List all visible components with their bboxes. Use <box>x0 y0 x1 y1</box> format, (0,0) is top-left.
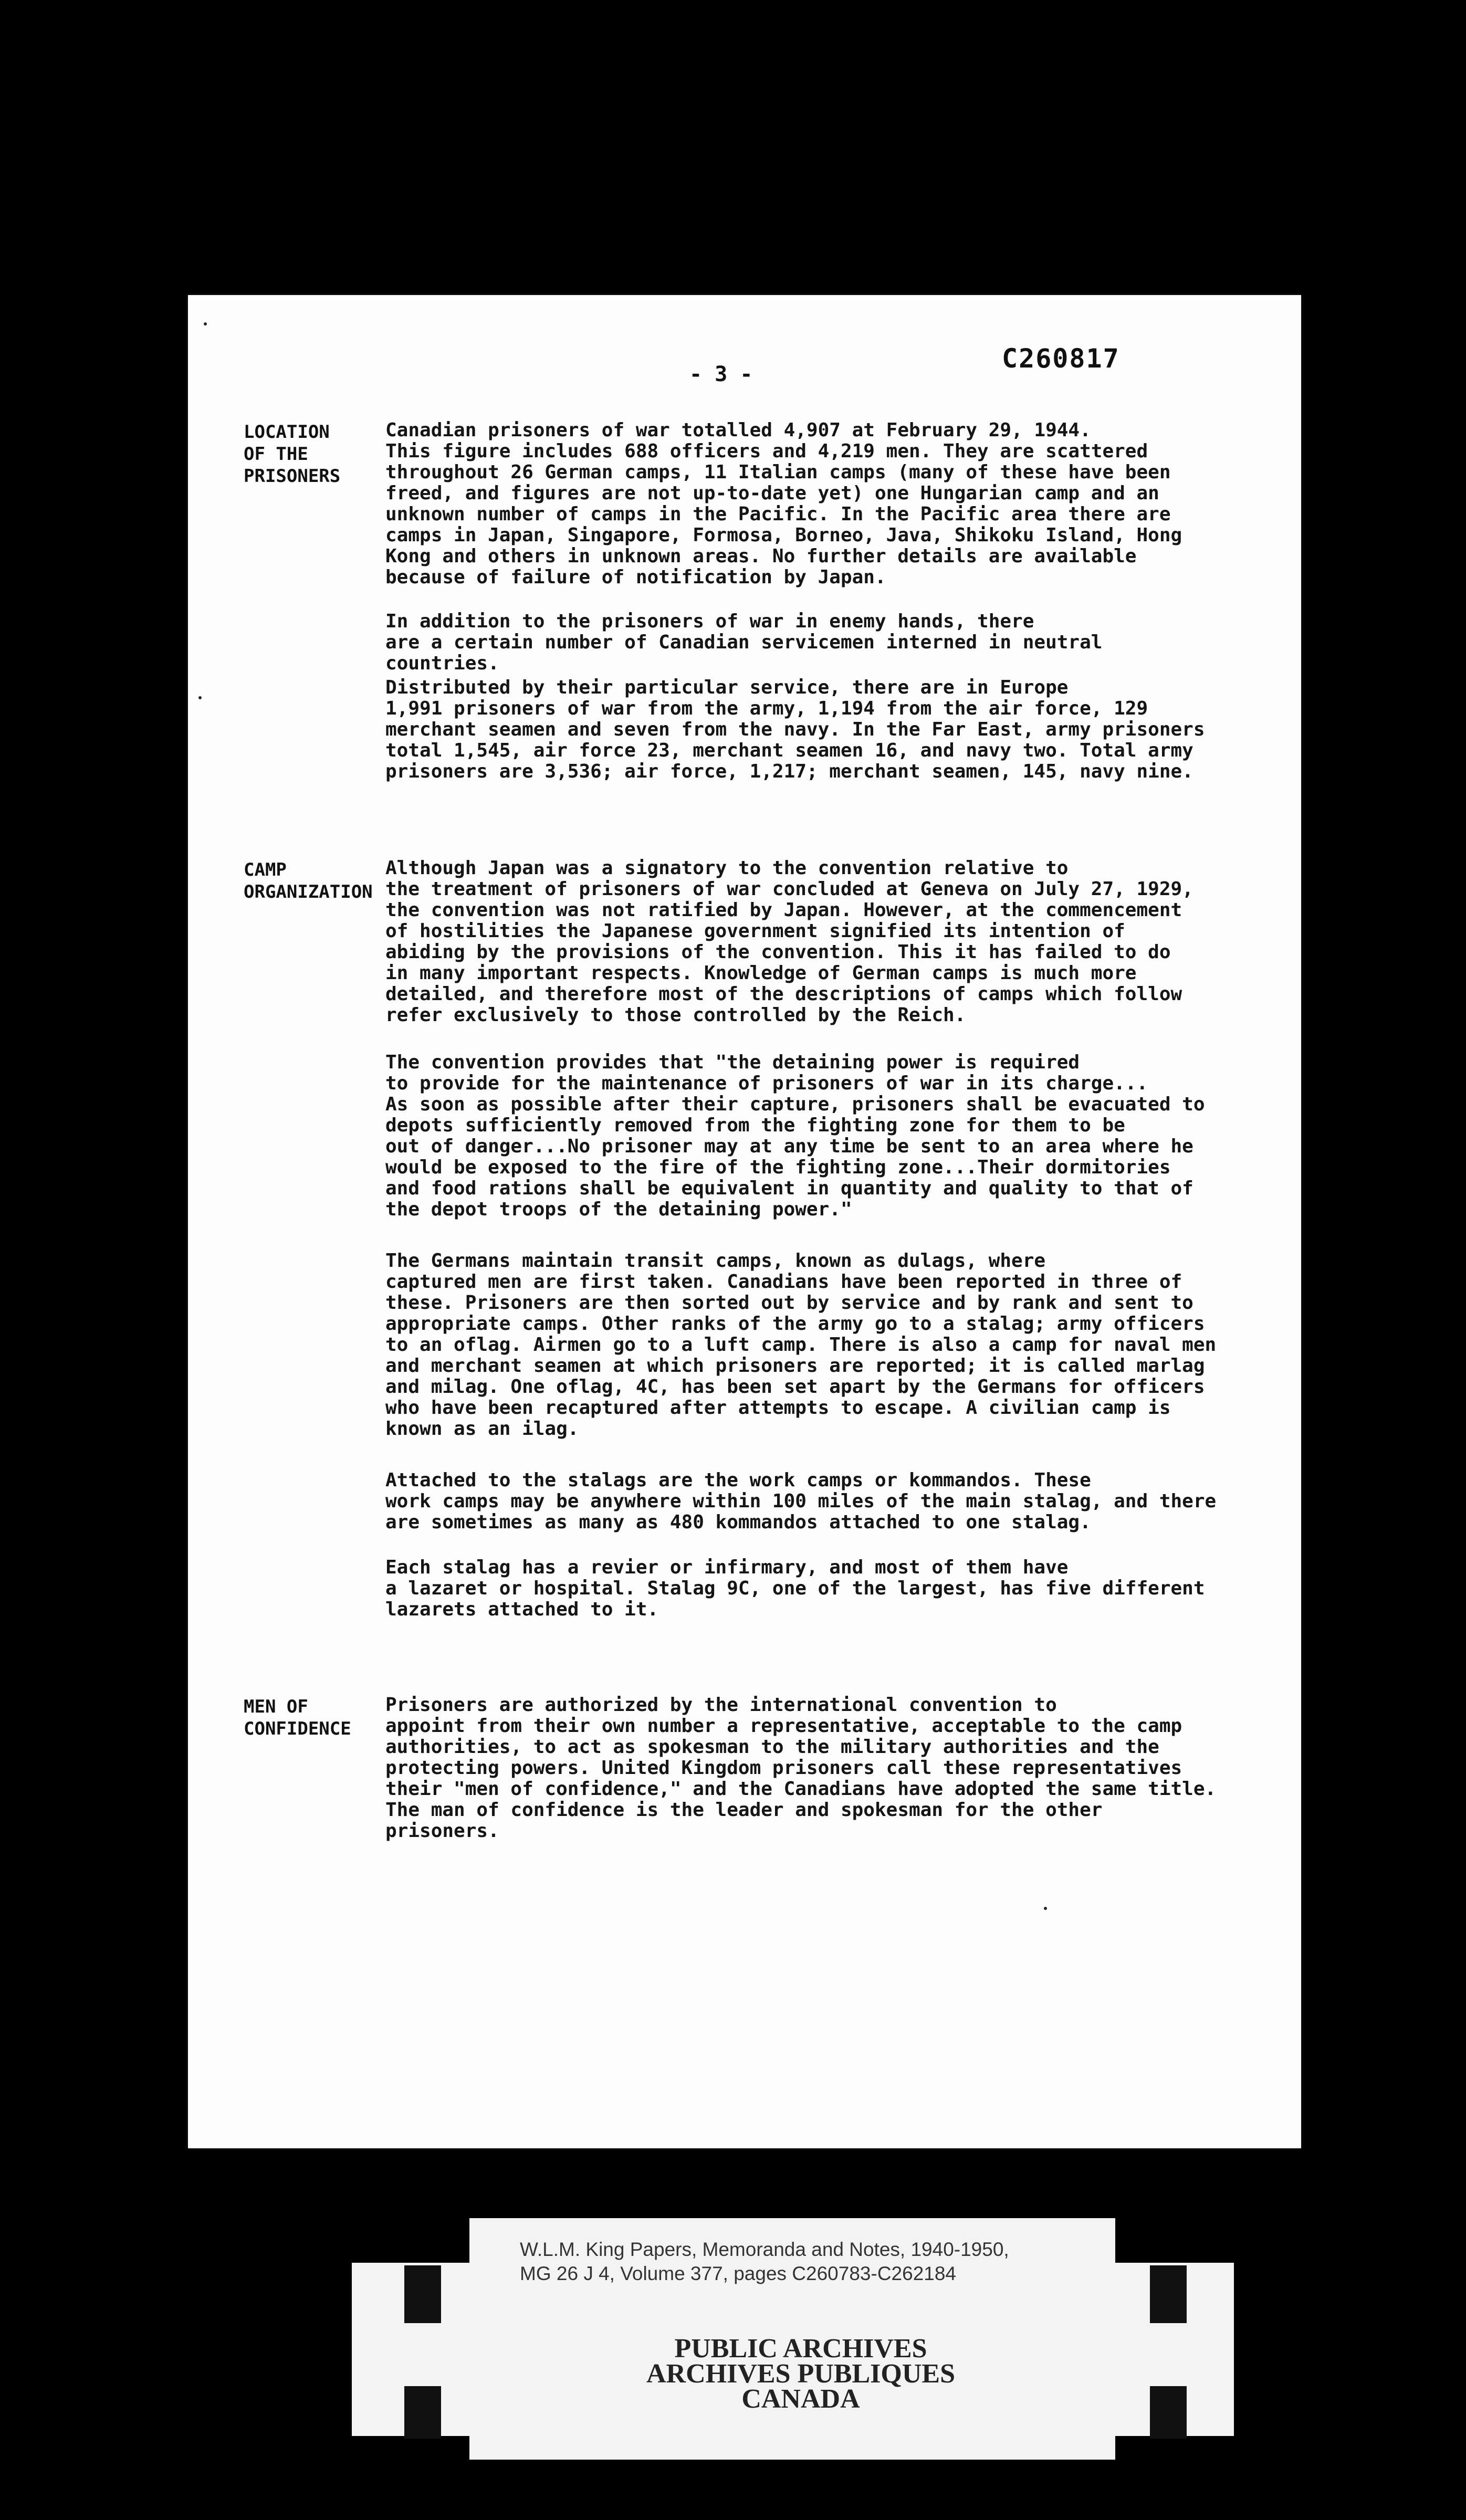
section-label-men-of-confidence: MEN OF CONFIDENCE <box>244 1696 351 1739</box>
archive-stamp <box>525 2336 1076 2412</box>
paragraph: Each stalag has a revier or infirmary, and most of them have a lazaret or hospital. Stalag 9C, one of the largest, has five different lazarets attached to it. <box>385 1557 1205 1620</box>
speck <box>1044 1907 1047 1910</box>
card-notch <box>404 2265 441 2323</box>
card-notch <box>404 2386 441 2439</box>
document-id: C260817 <box>1002 343 1120 374</box>
archive-stamp-line: CANADA <box>741 2384 860 2414</box>
paragraph: Attached to the stalags are the work camps or kommandos. These work camps may be anywhere within 100 miles of the main stalag, and there are sometimes as many as 480 kommandos attached to one stalag. <box>385 1469 1217 1533</box>
section-label-camp-organization: CAMP ORGANIZATION <box>244 859 373 902</box>
archive-stamp-line: ARCHIVES PUBLIQUES <box>646 2359 956 2389</box>
archive-reference: W.L.M. King Papers, Memoranda and Notes, 1940-1950, MG 26 J 4, Volume 377, pages C260783-C262184 <box>520 2239 1009 2284</box>
paragraph: Prisoners are authorized by the international convention to appoint from their own number a representative, acceptable to the camp authorities, to act as spokesman to the military authorities and the protecting powers. United Kingdom prisoners call these representatives their "men of confidence," and the Canadians have adopted the same title. The man of confidence is the leader and spokesman for the other prisoners. <box>385 1694 1217 1842</box>
document-page <box>188 295 1301 2148</box>
card-notch <box>1150 2386 1187 2439</box>
paragraph: The convention provides that "the detaining power is required to provide for the maintenance of prisoners of war in its charge... As soon as possible after their capture, prisoners shall be evacuated to depots sufficiently removed from the fighting zone for them to be out of danger...No prisoner may at any time be sent to an area where he would be exposed to the fire of the fighting zone...Their dormitories and food rations shall be equivalent in quantity and quality to that of the depot troops of the detaining power." <box>385 1052 1205 1220</box>
paragraph: Although Japan was a signatory to the convention relative to the treatment of prisoners of war concluded at Geneva on July 27, 1929, the convention was not ratified by Japan. However, at the commencement of hostilities the Japanese government signified its intention of abiding by the provisions of the convention. This it has failed to do in many important respects. Knowledge of German camps is much more detailed, and therefore most of the descriptions of camps which follow refer exclusively to those controlled by the Reich. <box>385 857 1193 1026</box>
paragraph: In addition to the prisoners of war in enemy hands, there are a certain number of Canadian servicemen interned in neutral countries. <box>385 611 1103 674</box>
page-number: - 3 - <box>689 362 753 386</box>
paragraph: Canadian prisoners of war totalled 4,907 at February 29, 1944. This figure includes 688 officers and 4,219 men. They are scattered throughout 26 German camps, 11 Italian camps (many of these have been freed, and figures are not up-to-date yet) one Hungarian camp and an unknown number of camps in the Pacific. In the Pacific area there are camps in Japan, Singapore, Formosa, Borneo, Java, Shikoku Island, Hong Kong and others in unknown areas. No further details are available because of failure of notification by Japan. <box>385 419 1182 588</box>
speck <box>198 696 202 699</box>
speck <box>204 322 207 326</box>
archive-stamp-line: PUBLIC ARCHIVES <box>674 2334 927 2364</box>
paragraph: The Germans maintain transit camps, known as dulags, where captured men are first taken. Canadians have been reported in three of these. Prisoners are then sorted out by service and by rank and sent to appropriate camps. Other ranks of the army go to a stalag; army officers to an oflag. Airmen go to a luft camp. There is also a camp for naval men and merchant seamen at which prisoners are reported; it is called marlag and milag. One oflag, 4C, has been set apart by the Germans for officers who have been recaptured after attempts to escape. A civilian camp is known as an ilag. <box>385 1250 1217 1440</box>
section-label-location: LOCATION OF THE PRISONERS <box>244 422 341 487</box>
paragraph: Distributed by their particular service, there are in Europe 1,991 prisoners of war from the army, 1,194 from the air force, 129 merchant seamen and seven from the navy. In the Far East, army prisoners total 1,545, air force 23, merchant seamen 16, and navy two. Total army prisoners are 3,536; air force, 1,217; merchant seamen, 145, navy nine. <box>385 677 1205 782</box>
card-notch <box>1150 2265 1187 2323</box>
